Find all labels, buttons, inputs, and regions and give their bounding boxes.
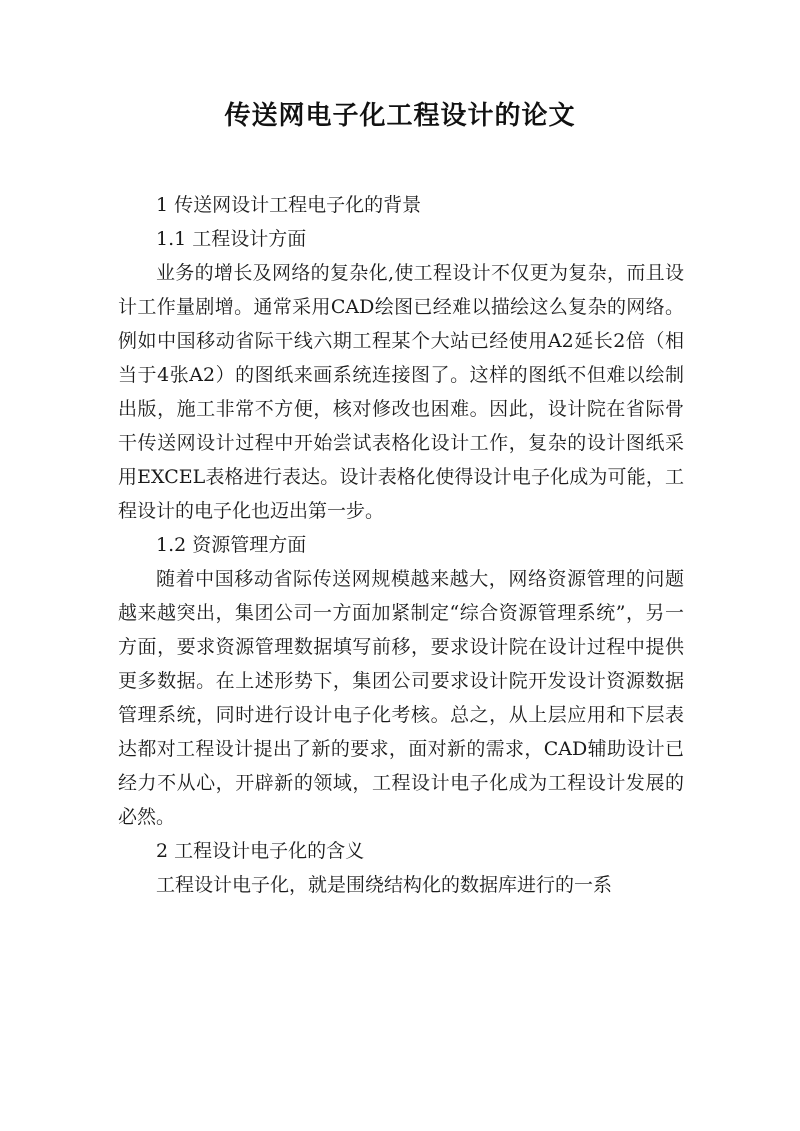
document-body — [118, 188, 684, 902]
body-paragraph: 工程设计电子化，就是围绕结构化的数据库进行的一系 — [156, 874, 613, 896]
section-heading-1: 1 传送网设计工程电子化的背景 — [156, 194, 422, 216]
body-paragraph: 业务的增长及网络的复杂化,使工程设计不仅更为复杂，而且设计工作量剧增。通常采用CAD绘图已经难以描绘这么复杂的网络。例如中国移动省际干线六期工程某个大站已经使用A2延长2倍（相当于4张A2）的图纸来画系统连接图了。这样的图纸不但难以绘制出版，施工非常不方便，核对修改也困难。因此，设计院在省际骨干传送网设计过程中开始尝试表格化设计工作，复杂的设计图纸采用EXCEL表格进行表达。设计表格化使得设计电子化成为可能，工程设计的电子化也迈出第一步。 — [118, 262, 684, 522]
section-heading-1-2: 1.2 资源管理方面 — [156, 534, 307, 556]
body-paragraph: 随着中国移动省际传送网规模越来越大，网络资源管理的问题越来越突出，集团公司一方面加紧制定“综合资源管理系统”，另一方面，要求资源管理数据填写前移，要求设计院在设计过程中提供更多数据。在上述形势下，集团公司要求设计院开发设计资源数据管理系统，同时进行设计电子化考核。总之，从上层应用和下层表达都对工程设计提出了新的要求，面对新的需求，CAD辅助设计已经力不从心，开辟新的领域，工程设计电子化成为工程设计发展的必然。 — [118, 568, 684, 828]
section-heading-2: 2 工程设计电子化的含义 — [156, 840, 365, 862]
document-title: 传送网电子化工程设计的论文 — [224, 101, 576, 131]
section-heading-1-1: 1.1 工程设计方面 — [156, 228, 307, 250]
